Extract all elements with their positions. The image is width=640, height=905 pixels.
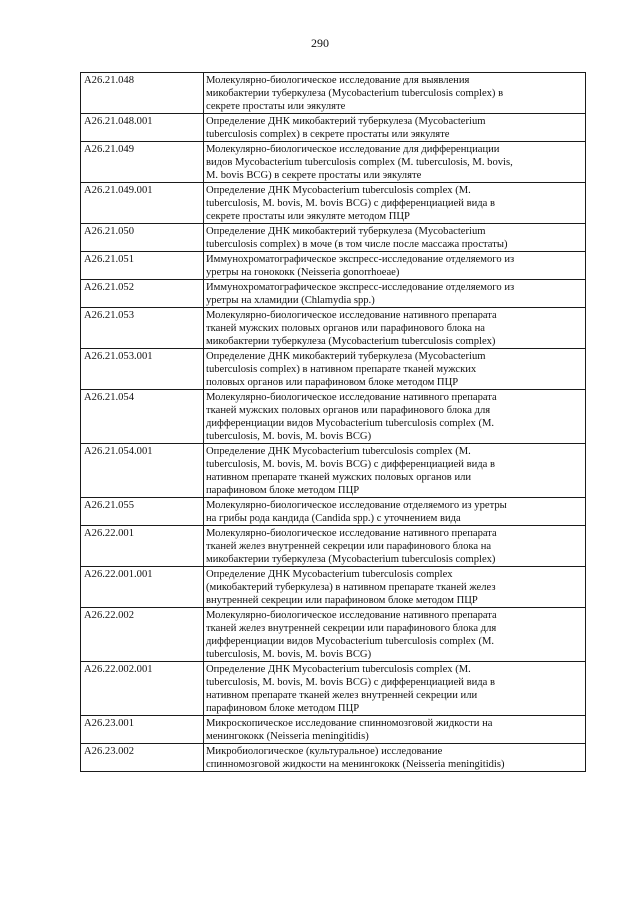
service-description-line: половых органов или парафиновом блоке методом ПЦР (206, 377, 459, 388)
service-code-cell: А26.23.001 (81, 716, 204, 744)
service-description-line: Молекулярно-биологическое исследование нативного препарата (206, 392, 497, 403)
service-description-cell (204, 280, 586, 308)
table-row (81, 308, 586, 349)
table-row (81, 498, 586, 526)
service-description-line: Определение ДНК Mycobacterium tuberculosis complex (M. (206, 185, 471, 196)
service-description-line: tuberculosis complex) в секрете простаты или эякуляте (206, 129, 450, 140)
table-row (81, 252, 586, 280)
service-code-cell: А26.21.051 (81, 252, 204, 280)
service-description-line: уретры на гонококк (Neisseria gonorrhoeae) (206, 267, 400, 278)
table-row (81, 662, 586, 716)
service-code-cell: А26.21.053 (81, 308, 204, 349)
service-description-line: тканей мужских половых органов или парафинового блока для (206, 405, 491, 416)
service-description-cell (204, 526, 586, 567)
table-row (81, 444, 586, 498)
service-description-line: Микроскопическое исследование спинномозговой жидкости на (206, 718, 493, 729)
service-description-line: tuberculosis, M. bovis, M. bovis BCG) с дифференциацией вида в (206, 459, 496, 470)
service-description-line: секрете простаты или эякуляте (206, 101, 346, 112)
table-row (81, 142, 586, 183)
table-row (81, 280, 586, 308)
table-row (81, 224, 586, 252)
service-description-line: нативном препарате тканей желез внутренней секреции или (206, 690, 478, 701)
service-description-line: тканей желез внутренней секреции или парафинового блока на (206, 541, 492, 552)
table-row (81, 183, 586, 224)
service-description-line: парафиновом блоке методом ПЦР (206, 485, 360, 496)
service-description-line: парафиновом блоке методом ПЦР (206, 703, 360, 714)
service-description-line: Определение ДНК микобактерий туберкулеза (Mycobacterium (206, 226, 486, 237)
table-row (81, 608, 586, 662)
service-description-cell (204, 390, 586, 444)
service-code-cell: А26.21.052 (81, 280, 204, 308)
services-table (80, 72, 586, 772)
service-code-cell: А26.21.048 (81, 73, 204, 114)
service-description-line: внутренней секреции или парафиновом блоке методом ПЦР (206, 595, 478, 606)
service-code-cell: А26.21.054.001 (81, 444, 204, 498)
service-description-cell (204, 444, 586, 498)
table-row (81, 526, 586, 567)
service-code-cell: А26.22.001.001 (81, 567, 204, 608)
service-description-line: уретры на хламидии (Chlamydia spp.) (206, 295, 375, 306)
service-description-cell (204, 73, 586, 114)
service-description-line: Молекулярно-биологическое исследование для выявления (206, 75, 470, 86)
table-row (81, 73, 586, 114)
service-description-line: менингококк (Neisseria meningitidis) (206, 731, 369, 742)
service-description-cell (204, 349, 586, 390)
service-code-cell: А26.21.049.001 (81, 183, 204, 224)
service-description-cell (204, 662, 586, 716)
service-description-line: тканей мужских половых органов или парафинового блока на (206, 323, 486, 334)
service-description-line: Определение ДНК Mycobacterium tuberculosis complex (206, 569, 453, 580)
service-description-line: Иммунохроматографическое экспресс-исследование отделяемого из (206, 282, 515, 293)
service-description-line: Определение ДНК микобактерий туберкулеза (Mycobacterium (206, 351, 486, 362)
table-row (81, 567, 586, 608)
service-description-line: M. bovis BCG) в секрете простаты или эякуляте (206, 170, 422, 181)
service-description-line: Молекулярно-биологическое исследование нативного препарата (206, 310, 497, 321)
table-row (81, 390, 586, 444)
service-description-line: tuberculosis, M. bovis, M. bovis BCG) с дифференциацией вида в (206, 198, 496, 209)
service-description-line: Определение ДНК микобактерий туберкулеза (Mycobacterium (206, 116, 486, 127)
service-description-line: дифференциации видов Mycobacterium tuberculosis complex (M. (206, 418, 495, 429)
service-description-line: Молекулярно-биологическое исследование отделяемого из уретры (206, 500, 507, 511)
service-description-line: tuberculosis, M. bovis, M. bovis BCG) с дифференциацией вида в (206, 677, 496, 688)
service-description-cell (204, 252, 586, 280)
service-description-cell (204, 498, 586, 526)
service-description-line: Определение ДНК Mycobacterium tuberculosis complex (M. (206, 446, 471, 457)
service-description-line: секрете простаты или эякуляте методом ПЦР (206, 211, 410, 222)
service-description-line: дифференциации видов Mycobacterium tuberculosis complex (M. (206, 636, 495, 647)
service-description-line: Молекулярно-биологическое исследование нативного препарата (206, 610, 497, 621)
table-body (81, 73, 586, 772)
table-row (81, 744, 586, 772)
page-number: 290 (311, 36, 329, 50)
service-description-cell (204, 224, 586, 252)
service-code-cell: А26.21.048.001 (81, 114, 204, 142)
service-description-line: видов Mycobacterium tuberculosis complex (M. tuberculosis, M. bovis, (206, 157, 513, 168)
service-description-cell (204, 308, 586, 349)
service-description-line: tuberculosis complex) в моче (в том числе после массажа простаты) (206, 239, 508, 250)
service-description-line: микобактерии туберкулеза (Mycobacterium tuberculosis complex) (206, 554, 496, 565)
service-code-cell: А26.22.002.001 (81, 662, 204, 716)
service-code-cell: А26.21.055 (81, 498, 204, 526)
service-description-line: tuberculosis, M. bovis, M. bovis BCG) (206, 649, 372, 660)
table-row (81, 349, 586, 390)
service-code-cell: А26.21.049 (81, 142, 204, 183)
service-description-line: Микробиологическое (культуральное) исследование (206, 746, 443, 757)
service-description-cell (204, 183, 586, 224)
service-description-line: нативном препарате тканей мужских половых органов или (206, 472, 472, 483)
service-description-line: (микобактерий туберкулеза) в нативном препарате тканей желез (206, 582, 496, 593)
table-row (81, 114, 586, 142)
service-code-cell: А26.21.053.001 (81, 349, 204, 390)
service-description-cell (204, 608, 586, 662)
service-description-cell (204, 114, 586, 142)
service-code-cell: А26.22.002 (81, 608, 204, 662)
service-description-line: tuberculosis complex) в нативном препарате тканей мужских (206, 364, 477, 375)
service-description-line: Молекулярно-биологическое исследование нативного препарата (206, 528, 497, 539)
service-description-line: tuberculosis, M. bovis, M. bovis BCG) (206, 431, 372, 442)
service-description-cell (204, 744, 586, 772)
service-description-cell (204, 716, 586, 744)
service-description-cell (204, 567, 586, 608)
service-description-line: микобактерии туберкулеза (Mycobacterium tuberculosis complex) (206, 336, 496, 347)
service-description-line: Определение ДНК Mycobacterium tuberculosis complex (M. (206, 664, 471, 675)
service-description-cell (204, 142, 586, 183)
service-code-cell: А26.21.050 (81, 224, 204, 252)
table-row (81, 716, 586, 744)
service-description-line: Молекулярно-биологическое исследование для дифференциации (206, 144, 500, 155)
service-description-line: тканей желез внутренней секреции или парафинового блока для (206, 623, 497, 634)
service-description-line: Иммунохроматографическое экспресс-исследование отделяемого из (206, 254, 515, 265)
service-description-line: спинномозговой жидкости на менингококк (Neisseria meningitidis) (206, 759, 505, 770)
service-code-cell: А26.23.002 (81, 744, 204, 772)
service-code-cell: А26.21.054 (81, 390, 204, 444)
service-code-cell: А26.22.001 (81, 526, 204, 567)
service-description-line: на грибы рода кандида (Candida spp.) с уточнением вида (206, 513, 461, 524)
service-description-line: микобактерии туберкулеза (Mycobacterium tuberculosis complex) в (206, 88, 504, 99)
